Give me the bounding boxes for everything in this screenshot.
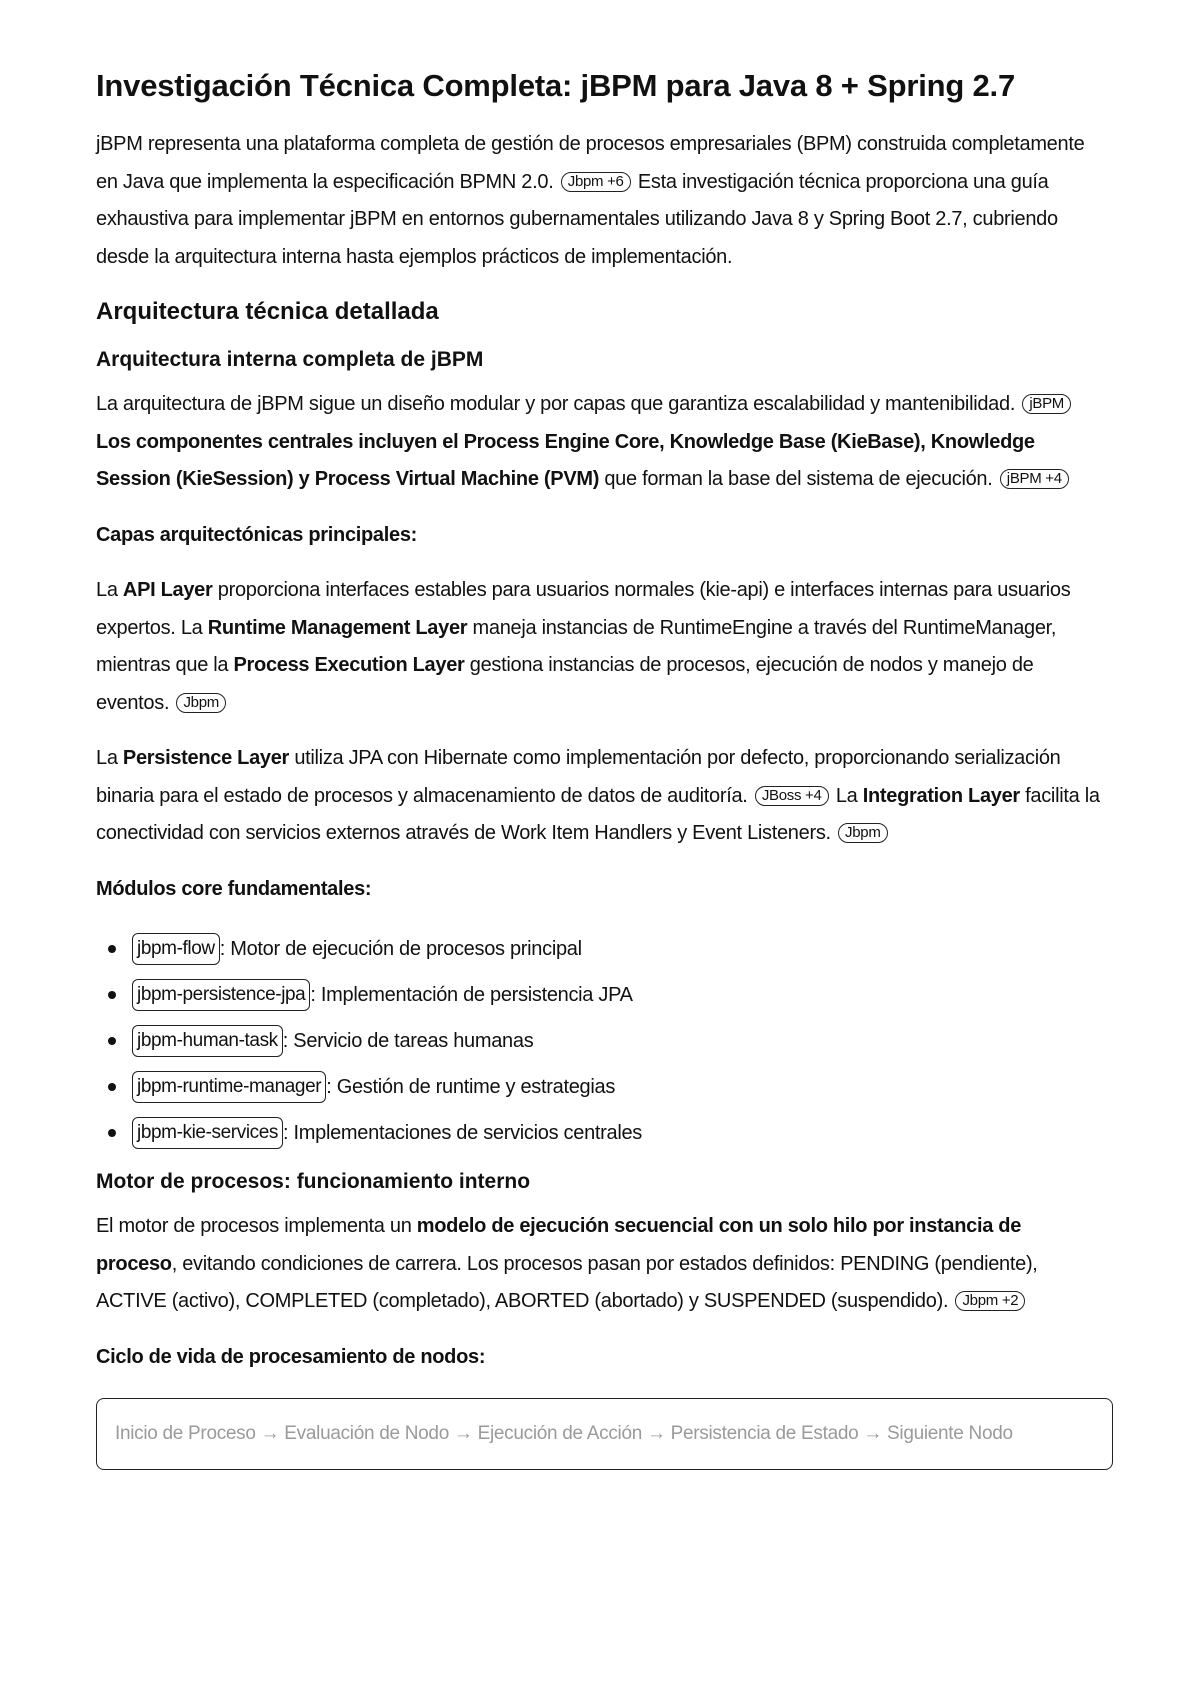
layers-bold-runtime: Runtime Management Layer <box>207 616 468 639</box>
layers-paragraph <box>96 572 1104 722</box>
layers-bold-execution: Process Execution Layer <box>233 654 465 676</box>
engine-paragraph <box>96 1208 1104 1321</box>
source-badge[interactable]: Jbpm +2 <box>955 1291 1025 1311</box>
layers-bold-api: API Layer <box>122 579 213 601</box>
layers-text-1: La <box>96 579 118 601</box>
persist-bold-2: Integration Layer <box>862 784 1020 807</box>
module-code: jbpm-kie-services <box>132 1117 283 1149</box>
modules-label: Módulos core fundamentales: <box>96 877 372 900</box>
layers-text-3: maneja instancias de RuntimeEngine a través del RuntimeManager, mientras que la <box>96 616 1057 676</box>
bullet-icon <box>108 1037 116 1045</box>
persist-text-1: La <box>96 747 118 769</box>
list-item <box>108 972 1104 1018</box>
page-title: Investigación Técnica Completa: jBPM para Java 8 + Spring 2.7 <box>96 68 1015 103</box>
arch-bold-1: Los componentes centrales incluyen el Process Engine Core, Knowledge Base (KieBase), Knowledge Session (KieSession) y Process Virtual Machine (PVM) <box>96 430 1035 490</box>
persistence-paragraph <box>96 740 1104 853</box>
subheading-internal-architecture: Arquitectura interna completa de jBPM <box>96 348 484 371</box>
persist-bold-1: Persistence Layer <box>122 747 290 769</box>
list-item <box>108 1110 1104 1156</box>
persist-text-3: La <box>835 784 858 807</box>
list-item <box>108 926 1104 972</box>
layers-text-2: proporciona interfaces estables para usuarios normales (kie-api) e interfaces internas para usuarios expertos. La <box>96 579 1071 639</box>
module-desc: : Implementación de persistencia JPA <box>310 984 633 1006</box>
bullet-icon <box>108 991 116 999</box>
arch-text-1: La arquitectura de jBPM sigue un diseño modular y por capas que garantiza escalabilidad y mantenibilidad. <box>96 393 1016 415</box>
source-badge[interactable]: Jbpm +6 <box>561 172 631 192</box>
source-badge[interactable]: Jbpm <box>176 693 225 713</box>
module-code: jbpm-flow <box>132 933 220 965</box>
intro-paragraph <box>96 126 1104 276</box>
intro-text-2: Esta investigación técnica proporciona una guía exhaustiva para implementar jBPM en entornos gubernamentales utilizando Java 8 y Spring Boot 2.7, cubriendo desde la arquitectura interna hasta ejemplos prácticos de implementación. <box>96 170 1058 268</box>
module-code: jbpm-human-task <box>132 1025 283 1057</box>
module-desc: : Implementaciones de servicios centrales <box>283 1122 642 1144</box>
bullet-icon <box>108 945 116 953</box>
code-block[interactable] <box>96 1398 1113 1470</box>
engine-text-1: El motor de procesos implementa un <box>96 1215 412 1237</box>
module-desc: : Gestión de runtime y estrategias <box>326 1076 616 1098</box>
persist-text-4: facilita la conectividad con servicios externos através de Work Item Handlers y Event Listeners. <box>96 784 1100 844</box>
bullet-icon <box>108 1129 116 1137</box>
module-code: jbpm-runtime-manager <box>132 1071 326 1103</box>
module-desc: : Motor de ejecución de procesos principal <box>219 938 582 960</box>
module-code: jbpm-persistence-jpa <box>132 979 310 1011</box>
arch-text-2: que forman la base del sistema de ejecución. <box>604 468 993 490</box>
architecture-paragraph <box>96 386 1104 499</box>
list-item <box>108 1064 1104 1110</box>
module-desc: : Servicio de tareas humanas <box>282 1030 534 1052</box>
lifecycle-label: Ciclo de vida de procesamiento de nodos: <box>96 1345 486 1368</box>
engine-text-2: , evitando condiciones de carrera. Los procesos pasan por estados definidos: PENDING (pendiente), ACTIVE (activo), COMPLETED (completado), ABORTED (abortado) y SUSPENDED (suspendido). <box>96 1252 1038 1312</box>
section-heading-architecture: Arquitectura técnica detallada <box>96 298 439 325</box>
engine-bold-1: modelo de ejecución secuencial con un solo hilo por instancia de proceso <box>96 1215 1022 1275</box>
subheading-process-engine: Motor de procesos: funcionamiento interno <box>96 1170 531 1193</box>
layers-text-4: gestiona instancias de procesos, ejecución de nodos y manejo de eventos. <box>96 654 1034 714</box>
layers-label: Capas arquitectónicas principales: <box>96 523 418 546</box>
bullet-icon <box>108 1083 116 1091</box>
source-badge[interactable]: jBPM +4 <box>1000 469 1069 489</box>
modules-list <box>96 926 1104 1156</box>
source-badge[interactable]: jBPM <box>1022 394 1071 414</box>
persist-text-2: utiliza JPA con Hibernate como implementación por defecto, proporcionando serialización binaria para el estado de procesos y almacenamiento de datos de auditoría. <box>96 747 1061 807</box>
list-item <box>108 1018 1104 1064</box>
source-badge[interactable]: JBoss +4 <box>755 786 829 806</box>
intro-text-1: jBPM representa una plataforma completa de gestión de procesos empresariales (BPM) construida completamente en Java que implementa la especificación BPMN 2.0. <box>96 133 1085 193</box>
source-badge[interactable]: Jbpm <box>838 823 887 843</box>
lifecycle-flow-text: Inicio de Proceso → Evaluación de Nodo → Ejecución de Acción → Persistencia de Estado → Siguiente Nodo <box>115 1423 1013 1444</box>
